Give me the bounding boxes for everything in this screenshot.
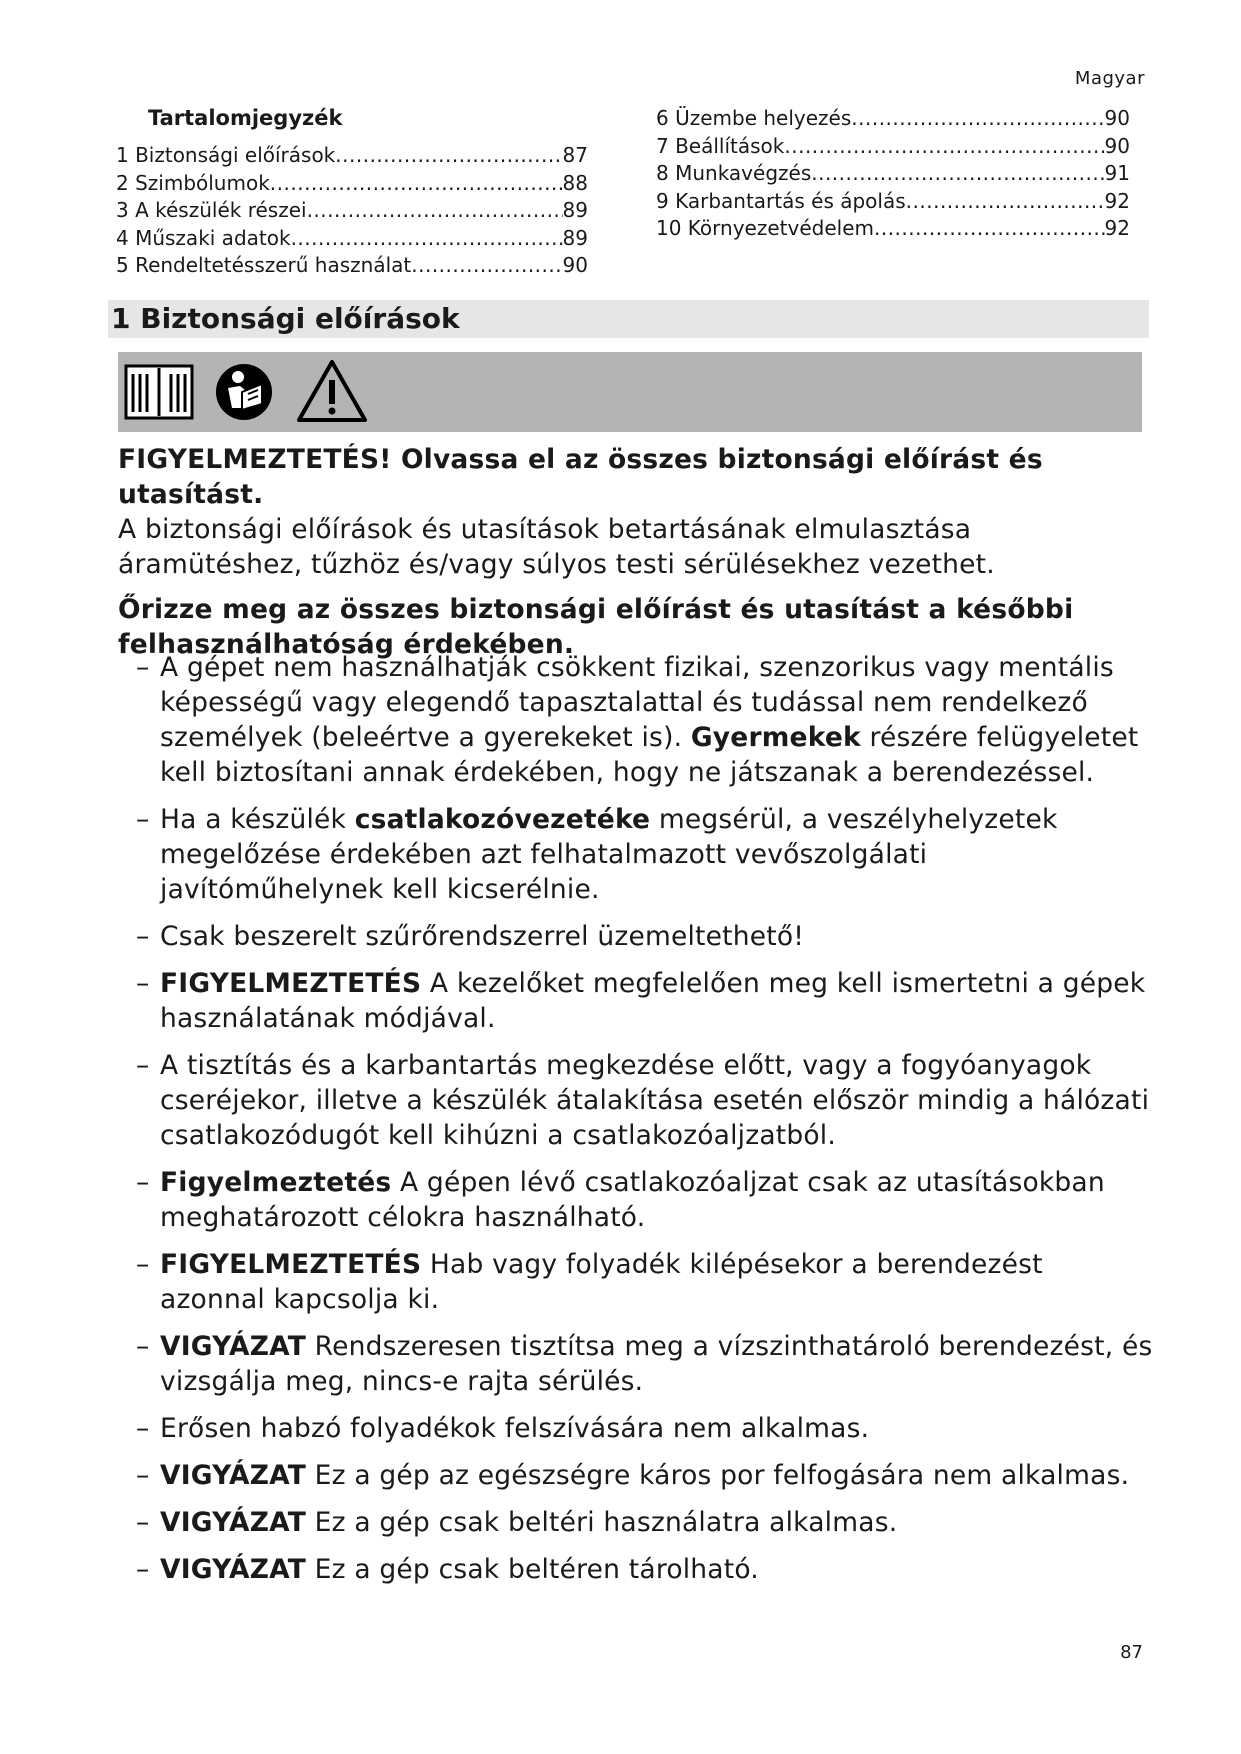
- toc-left-column: [116, 142, 588, 280]
- list-item: – VIGYÁZAT Ez a gép csak beltéri használatra alkalmas.: [136, 1507, 898, 1538]
- list-item: – Csak beszerelt szűrőrendszerrel üzemeltethető!: [136, 921, 805, 952]
- page-number: 87: [1120, 1642, 1143, 1663]
- toc-entry[interactable]: 2 Szimbólumok ..... 88: [116, 170, 588, 198]
- toc-right-column: [656, 105, 1130, 243]
- toc-entry[interactable]: 8 Munkavégzés ..... 91: [656, 160, 1130, 188]
- warning-text: A biztonsági előírások és utasítások betartásának elmulasztása áramütéshez, tűzhöz és/vagy súlyos testi sérülésekhez vezethet.: [118, 514, 995, 580]
- toc-entry[interactable]: 4 Műszaki adatok ..... 89: [116, 225, 588, 253]
- toc-entry[interactable]: 3 A készülék részei ..... 89: [116, 197, 588, 225]
- read-manual-icon: [214, 362, 274, 426]
- toc-entry[interactable]: 5 Rendeltetésszerű használat ..... 90: [116, 252, 588, 280]
- list-item: – VIGYÁZAT Ez a gép csak beltéren tárolható.: [136, 1554, 759, 1585]
- toc-entry[interactable]: 1 Biztonsági előírások ..... 87: [116, 142, 588, 170]
- keep-instructions: Őrizze meg az összes biztonsági előírást és utasítást a későbbi felhasználhatóság érdekében.: [118, 594, 1074, 660]
- list-item: – Figyelmeztetés A gépen lévő csatlakozóaljzat csak az utasításokban meghatározott célokra használható.: [136, 1167, 1105, 1233]
- list-item: – Ha a készülék csatlakozóvezetéke megsérül, a veszélyhelyzetek megelőzése érdekében azt felhatalmazott vevőszolgálati javítóműhelynek kell kicserélnie.: [136, 804, 1058, 905]
- warning-triangle-icon: [296, 358, 368, 428]
- list-item: – FIGYELMEZTETÉS Hab vagy folyadék kilépésekor a berendezést azonnal kapcsolja ki.: [136, 1249, 1043, 1315]
- list-item: – VIGYÁZAT Ez a gép az egészségre káros por felfogására nem alkalmas.: [136, 1460, 1130, 1491]
- toc-title: Tartalomjegyzék: [148, 106, 343, 130]
- toc-entry[interactable]: 7 Beállítások ..... 90: [656, 133, 1130, 161]
- toc-entry[interactable]: 6 Üzembe helyezés ..... 90: [656, 105, 1130, 133]
- section-title: 1 Biztonsági előírások: [111, 302, 460, 335]
- list-item: – VIGYÁZAT Rendszeresen tisztítsa meg a vízszinthatároló berendezést, és vizsgálja meg, nincs-e rajta sérülés.: [136, 1331, 1153, 1397]
- list-item: – Erősen habzó folyadékok felszívására nem alkalmas.: [136, 1413, 870, 1444]
- toc-entry[interactable]: 9 Karbantartás és ápolás ..... 92: [656, 188, 1130, 216]
- toc-entry[interactable]: 10 Környezetvédelem ..... 92: [656, 215, 1130, 243]
- list-item: – A tisztítás és a karbantartás megkezdése előtt, vagy a fogyóanyagok cseréjekor, illetve a készülék átalakítása esetén először mindig a hálózati csatlakozódugót kell kihúzni a csatlakozóaljzatból.: [136, 1050, 1150, 1151]
- book-icon: [124, 362, 194, 426]
- safety-list: [114, 650, 1154, 1599]
- language-label: Magyar: [1074, 68, 1145, 89]
- safety-icons-bar: [118, 352, 1142, 432]
- list-item: – A gépet nem használhatják csökkent fizikai, szenzorikus vagy mentális képességű vagy elegendő tapasztalattal és tudással nem rendelkező személyek (beleértve a gyerekeket is). Gyermekek részére felügyeletet kell biztosítani annak érdekében, hogy ne játszanak a berendezéssel.: [136, 652, 1139, 788]
- warning-block: [118, 442, 1148, 662]
- warning-lead: FIGYELMEZTETÉS! Olvassa el az összes biztonsági előírást és utasítást.: [118, 444, 1043, 510]
- list-item: – FIGYELMEZTETÉS A kezelőket megfelelően meg kell ismertetni a gépek használatának módjával.: [136, 968, 1146, 1034]
